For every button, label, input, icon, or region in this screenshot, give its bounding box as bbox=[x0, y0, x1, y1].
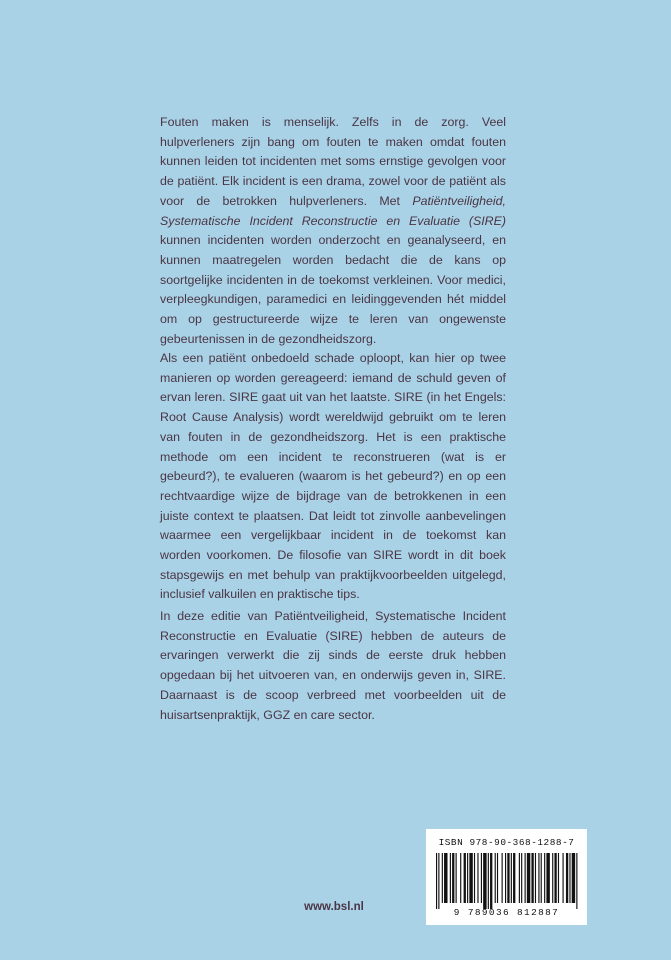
barcode-bars bbox=[434, 853, 580, 909]
barcode-bar bbox=[569, 853, 570, 903]
barcode-label bbox=[426, 829, 587, 925]
barcode-bar bbox=[483, 853, 486, 909]
barcode-bar bbox=[541, 853, 542, 903]
barcode-bar bbox=[438, 853, 439, 909]
barcode-bar bbox=[456, 853, 457, 903]
barcode-bar bbox=[460, 853, 461, 903]
barcode-bar bbox=[505, 853, 506, 903]
barcode-bar bbox=[544, 853, 545, 903]
barcode-bar bbox=[490, 853, 492, 909]
barcode-bar bbox=[464, 853, 466, 903]
barcode-bar bbox=[576, 853, 577, 909]
barcode-bar bbox=[563, 853, 564, 903]
publisher-website: www.bsl.nl bbox=[304, 901, 364, 913]
barcode-bar bbox=[535, 853, 536, 903]
barcode-bar bbox=[474, 853, 475, 903]
barcode-bar bbox=[502, 853, 503, 903]
blurb-paragraph-2: Als een patiënt onbedoeld schade oploopt, kan hier op twee manieren op worden gereageerd: iemand de schuld geven of ervan leren. SIRE gaat uit van het laatste. SIRE (in het Engels: Root Cause Analysis) wordt wereldwijd gebruikt om te leren van fouten in de gezondheidszorg. Het is een praktische methode om een incident te reconstrueren (wat is er gebeurd?), te evalueren (waarom is het gebeurd?) en op een rechtvaardige wijze de bijdrage van de betrokkenen in een juiste context te plaatsen. Dat leidt tot zinvolle aanbevelingen waarmee een vergelijkbaar incident in de toekomst kan worden voorkomen. De filosofie van SIRE wordt in dit boek stapsgewijs en met behulp van praktijkvoorbeelden uitgelegd, inclusief valkuilen en praktische tips. bbox=[160, 351, 506, 602]
barcode-bar bbox=[481, 853, 482, 903]
barcode-bar bbox=[538, 853, 539, 903]
barcode-bar bbox=[572, 853, 575, 903]
barcode-bar bbox=[467, 853, 468, 903]
barcode-bar bbox=[519, 853, 520, 903]
blurb-paragraph-3: In deze editie van Patiëntveiligheid, Systematische Incident Reconstructie en Evaluatie (SIRE) hebben de auteurs de ervaringen verwerkt die zij sinds de eerste druk hebben opgedaan bij het uitvoeren van, en onderwijs geven in, SIRE. Daarnaast is de scoop verbreed met voorbeelden uit de huisartsenpraktijk, GGZ en care sector. bbox=[160, 609, 506, 722]
barcode-bar bbox=[525, 853, 526, 903]
barcode-digits: 9 789036 812887 bbox=[453, 907, 560, 918]
barcode-bar bbox=[442, 853, 443, 903]
blurb-paragraph-1 bbox=[160, 113, 506, 349]
barcode-bar bbox=[469, 853, 472, 903]
barcode-bar bbox=[507, 853, 509, 903]
barcode-bar bbox=[513, 853, 515, 903]
barcode-bar bbox=[546, 853, 549, 903]
isbn-number: ISBN 978-90-368-1288-7 bbox=[438, 837, 575, 848]
barcode-bar bbox=[521, 853, 522, 903]
barcode-bar bbox=[488, 853, 489, 909]
barcode-bar bbox=[477, 853, 478, 903]
blurb-paragraph-1-start: Fouten maken is menselijk. Zelfs in de zorg. Veel hulpverleners zijn bang om fouten te maken omdat fouten kunnen leiden tot incidenten met soms ernstige gevolgen voor de patiënt. Elk incident is een drama, zowel voor de patiënt als voor de betrokken hulpverleners. Met bbox=[160, 115, 506, 208]
blurb-paragraph-1-end: kunnen incidenten worden onderzocht en geanalyseerd, en kunnen maatregelen worden bedacht die de kans op soortgelijke incidenten in de toekomst verkleinen. Voor medici, verpleegkundigen, paramedici en leidinggevenden hét middel om op gestructureerde wijze te leren van ongewenste gebeurtenissen in de gezondheidszorg. bbox=[160, 233, 506, 346]
barcode-bar bbox=[552, 853, 553, 903]
barcode-bar bbox=[558, 853, 559, 903]
barcode-bar bbox=[511, 853, 512, 903]
barcode-bar bbox=[497, 853, 498, 903]
barcode-bar bbox=[554, 853, 556, 903]
barcode-bar bbox=[531, 853, 533, 903]
barcode-bar bbox=[495, 853, 496, 903]
barcode-bar bbox=[436, 853, 437, 909]
barcode-bar bbox=[450, 853, 451, 903]
barcode-bar bbox=[566, 853, 568, 903]
barcode-bar bbox=[527, 853, 530, 903]
book-title-italic: Patiëntveiligheid, Systematische Incident Reconstructie en Evaluatie (SIRE) bbox=[160, 193, 506, 228]
barcode-bar bbox=[444, 853, 447, 903]
barcode-bar bbox=[452, 853, 454, 903]
